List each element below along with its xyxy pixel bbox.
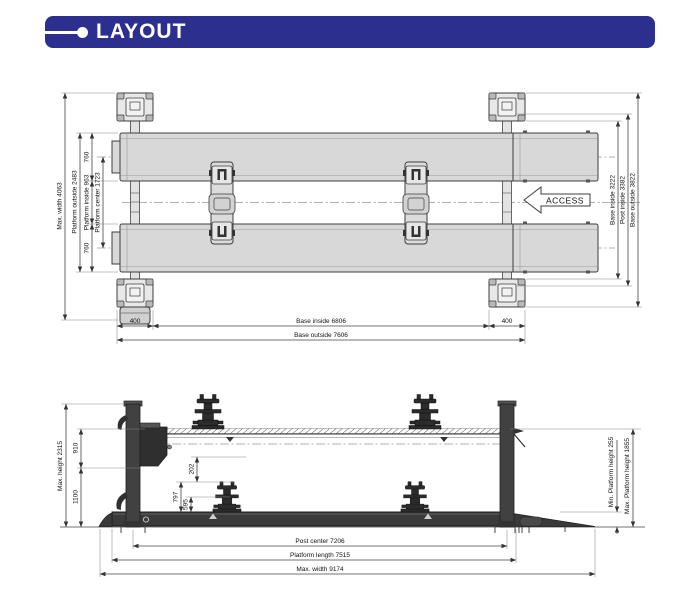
dim-202-label: 202 xyxy=(188,463,196,475)
dim-max-width-bottom-label: Max. width 9174 xyxy=(296,566,344,573)
plan-dims-left xyxy=(57,93,119,320)
dim-1100-label: 1100 xyxy=(72,490,80,504)
platform-bottom xyxy=(112,222,598,274)
plan-view xyxy=(57,93,643,344)
side-dims-middle xyxy=(173,457,247,512)
dim-max-width-label: Max. width 4063 xyxy=(56,182,64,230)
access-label: ACCESS xyxy=(546,195,584,206)
dim-base-inside-length-label: Base inside 6806 xyxy=(296,318,346,325)
jack-lowered-2 xyxy=(401,482,429,512)
dim-595-label: 595 xyxy=(182,499,190,510)
side-view xyxy=(57,395,645,578)
access-arrow xyxy=(524,187,590,213)
section-header xyxy=(45,16,655,48)
platform-top xyxy=(112,131,598,183)
dim-platform-center-label: Platform center 1723 xyxy=(94,172,102,233)
dim-400-right-label: 400 xyxy=(501,318,513,325)
crossbeam-2 xyxy=(403,162,429,244)
dim-platform-inside-label: Platform inside 963 xyxy=(83,174,91,231)
dim-760-bottom-label: 760 xyxy=(83,242,91,254)
dim-platform-outside-label: Platform outside 2483 xyxy=(71,170,79,234)
lowered-platform xyxy=(99,512,595,533)
crossbeam-1 xyxy=(209,162,235,244)
dim-base-outside-length-label: Base outside 7606 xyxy=(294,332,348,339)
side-dims-bottom xyxy=(100,529,595,577)
left-ramp xyxy=(99,513,112,527)
plan-dims-bottom xyxy=(117,310,525,344)
dim-910-label: 910 xyxy=(72,442,80,454)
dim-base-inside-width-label: Base inside 3222 xyxy=(609,175,617,225)
dim-max-height-label: Max. height 2315 xyxy=(57,441,64,491)
dim-min-platform-height-label: Min. Platform height 255 xyxy=(608,436,615,508)
dim-platform-length-label: Platform length 7515 xyxy=(290,552,350,559)
dim-797-label: 797 xyxy=(172,491,180,503)
jack-raised-2 xyxy=(409,395,441,430)
dim-post-inside-label: Post inside 3382 xyxy=(619,175,627,225)
dim-base-outside-width-label: Base outside 3822 xyxy=(629,173,637,227)
bullet-line-icon xyxy=(45,16,88,48)
dim-400-left-label: 400 xyxy=(129,318,141,325)
dim-max-platform-height-label: Max. Platform height 1855 xyxy=(624,438,631,514)
dim-post-center-label: Post center 7206 xyxy=(295,538,345,545)
page-title: LAYOUT xyxy=(96,20,187,43)
dim-760-top-label: 760 xyxy=(83,151,91,163)
jack-raised-1 xyxy=(192,395,224,430)
base-plates xyxy=(117,93,525,307)
raised-platform xyxy=(140,429,512,445)
